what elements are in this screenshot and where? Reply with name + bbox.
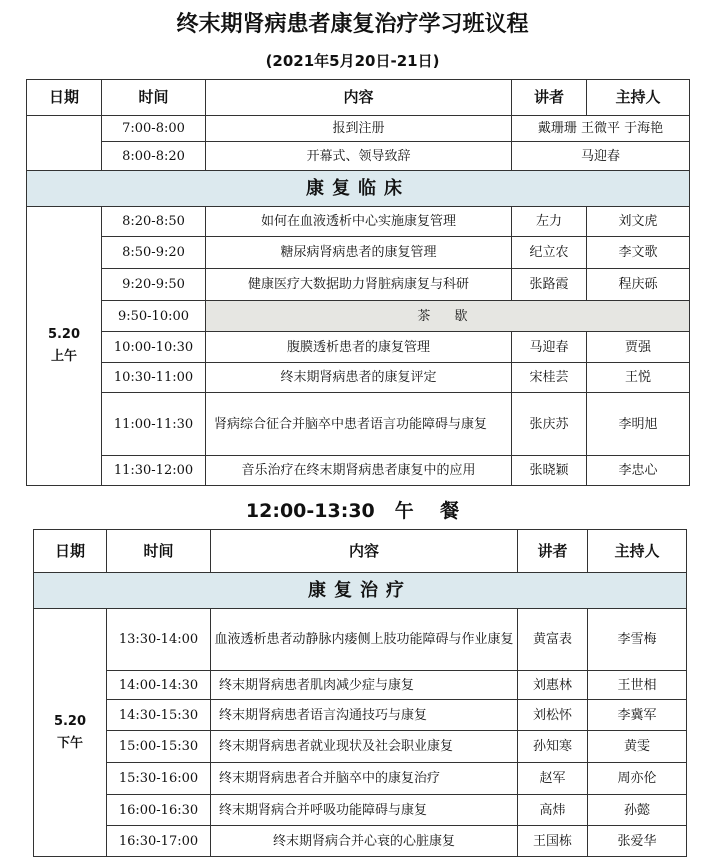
day-date: 5.20: [47, 327, 81, 342]
speaker-cell: 张庆苏: [512, 393, 587, 456]
content-cell: 血液透析患者动静脉内瘘侧上肢功能障碍与作业康复: [211, 609, 518, 671]
table-row: [34, 826, 687, 857]
table-row: [27, 237, 690, 269]
time-cell: 15:30-16:00: [107, 763, 211, 795]
header-content: 内容: [206, 80, 512, 116]
section-row: [27, 171, 690, 207]
content-cell: 音乐治疗在终末期肾病患者康复中的应用: [206, 456, 512, 486]
host-cell: 李雪梅: [588, 609, 687, 671]
time-cell: 14:00-14:30: [107, 671, 211, 700]
people-cell: 马迎春: [512, 142, 690, 171]
table-row: [34, 763, 687, 795]
table-row: [27, 332, 690, 363]
host-cell: 李文歌: [587, 237, 690, 269]
table-row: [27, 301, 690, 332]
table-row: [27, 393, 690, 456]
content-cell: 开幕式、领导致辞: [206, 142, 512, 171]
table-row: [34, 671, 687, 700]
time-cell: 10:30-11:00: [102, 363, 206, 393]
table-row: [27, 116, 690, 142]
date-cell: [34, 609, 107, 857]
host-cell: 孙懿: [588, 795, 687, 826]
time-cell: 11:00-11:30: [102, 393, 206, 456]
content-cell: 终末期肾病患者合并脑卒中的康复治疗: [211, 763, 518, 795]
header-time: 时间: [102, 80, 206, 116]
speaker-cell: 刘松怀: [518, 700, 588, 731]
content-cell: 腹膜透析患者的康复管理: [206, 332, 512, 363]
day-period: 上午: [50, 349, 77, 364]
content-cell: 终末期肾病患者就业现状及社会职业康复: [211, 731, 518, 763]
header-host: 主持人: [588, 530, 687, 573]
page-title: 终末期肾病患者康复治疗学习班议程: [176, 12, 529, 37]
table-row: [34, 609, 687, 671]
header-speaker: 讲者: [512, 80, 587, 116]
table-row: [34, 795, 687, 826]
content-cell: 如何在血液透析中心实施康复管理: [206, 207, 512, 237]
speaker-cell: 孙知寒: [518, 731, 588, 763]
speaker-cell: 马迎春: [512, 332, 587, 363]
header-host: 主持人: [587, 80, 690, 116]
header-time: 时间: [107, 530, 211, 573]
host-cell: 程庆砾: [587, 269, 690, 301]
header-content: 内容: [211, 530, 518, 573]
host-cell: 李明旭: [587, 393, 690, 456]
time-cell: 8:50-9:20: [102, 237, 206, 269]
content-cell: 终末期肾病患者的康复评定: [206, 363, 512, 393]
speaker-cell: 张晓颖: [512, 456, 587, 486]
table-row: [27, 207, 690, 237]
host-cell: 周亦伦: [588, 763, 687, 795]
speaker-cell: 赵军: [518, 763, 588, 795]
day-date: 5.20: [53, 713, 87, 729]
table-row: [27, 142, 690, 171]
time-cell: 14:30-15:30: [107, 700, 211, 731]
host-cell: 王悦: [587, 363, 690, 393]
time-cell: 11:30-12:00: [102, 456, 206, 486]
header-date: 日期: [27, 80, 102, 116]
table-row: [34, 700, 687, 731]
content-cell: 糖尿病肾病患者的康复管理: [206, 237, 512, 269]
afternoon-schedule-table: [33, 529, 687, 857]
lunch-break-heading: 12:00-13:30 午 餐: [245, 500, 460, 522]
tea-break-cell: 茶 歇: [206, 301, 690, 332]
content-cell: 终末期肾病患者语言沟通技巧与康复: [211, 700, 518, 731]
day-period: 下午: [56, 735, 83, 751]
table-row: [27, 269, 690, 301]
date-subtitle: (2021年5月20日-21日): [265, 52, 440, 70]
speaker-cell: 高炜: [518, 795, 588, 826]
host-cell: 王世相: [588, 671, 687, 700]
content-cell: 报到注册: [206, 116, 512, 142]
speaker-cell: 王国栋: [518, 826, 588, 857]
date-cell-empty: [27, 116, 102, 171]
host-cell: 黄雯: [588, 731, 687, 763]
host-cell: 贾强: [587, 332, 690, 363]
time-cell: 8:20-8:50: [102, 207, 206, 237]
host-cell: 李冀军: [588, 700, 687, 731]
time-cell: 15:00-15:30: [107, 731, 211, 763]
date-cell: [27, 207, 102, 486]
header-date: 日期: [34, 530, 107, 573]
speaker-cell: 刘惠林: [518, 671, 588, 700]
time-cell: 7:00-8:00: [102, 116, 206, 142]
content-cell: 肾病综合征合并脑卒中患者语言功能障碍与康复: [206, 393, 512, 456]
table-row: [34, 731, 687, 763]
content-cell: 健康医疗大数据助力肾脏病康复与科研: [206, 269, 512, 301]
morning-schedule-table: [26, 79, 690, 486]
section-title: 康复临床: [27, 171, 690, 207]
content-cell: 终末期肾病患者肌肉减少症与康复: [211, 671, 518, 700]
section-title: 康复治疗: [34, 573, 687, 609]
speaker-cell: 张路霞: [512, 269, 587, 301]
time-cell: 10:00-10:30: [102, 332, 206, 363]
time-cell: 9:20-9:50: [102, 269, 206, 301]
time-cell: 9:50-10:00: [102, 301, 206, 332]
content-cell: 终末期肾病合并心衰的心脏康复: [211, 826, 518, 857]
table-header-row: [34, 530, 687, 573]
table-row: [27, 363, 690, 393]
time-cell: 16:30-17:00: [107, 826, 211, 857]
speaker-cell: 左力: [512, 207, 587, 237]
content-cell: 终末期肾病合并呼吸功能障碍与康复: [211, 795, 518, 826]
host-cell: 刘文虎: [587, 207, 690, 237]
header-speaker: 讲者: [518, 530, 588, 573]
speaker-cell: 黄富表: [518, 609, 588, 671]
time-cell: 16:00-16:30: [107, 795, 211, 826]
table-row: [27, 456, 690, 486]
table-header-row: [27, 80, 690, 116]
speaker-cell: 宋桂芸: [512, 363, 587, 393]
host-cell: 李忠心: [587, 456, 690, 486]
people-cell: 戴珊珊 王微平 于海艳: [512, 116, 690, 142]
time-cell: 8:00-8:20: [102, 142, 206, 171]
speaker-cell: 纪立农: [512, 237, 587, 269]
time-cell: 13:30-14:00: [107, 609, 211, 671]
host-cell: 张爱华: [588, 826, 687, 857]
section-row: [34, 573, 687, 609]
